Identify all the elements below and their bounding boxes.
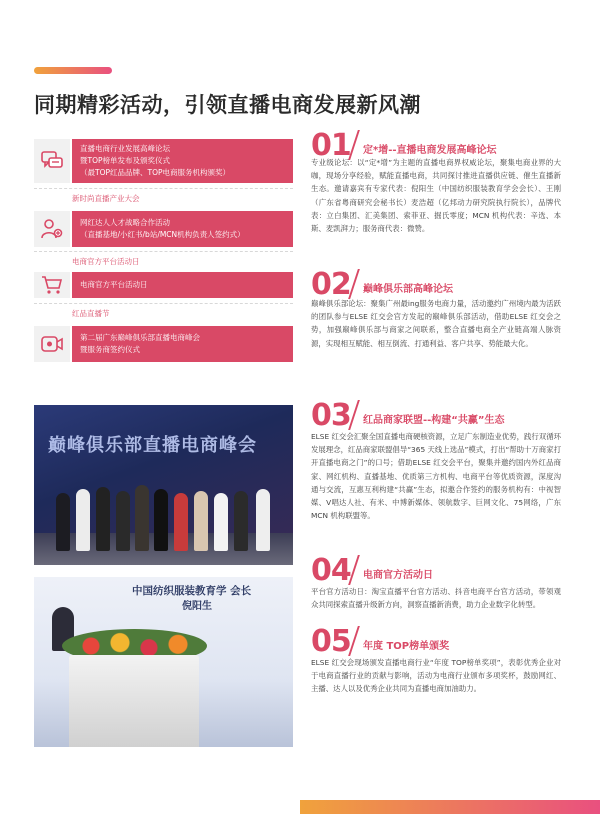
event-photo-group: 巅峰俱乐部直播电商峰会 [34,405,293,565]
people-link-icon [34,211,70,247]
agenda-subtitle: 红品直播节 [72,309,110,318]
agenda-box: 网红达人人才战略合作活动 （直播基地/小红书/b站/MCN机构负责人签约式） [72,211,293,247]
footer-accent-bar [300,800,600,814]
agenda-box: 电商官方平台活动日 [72,272,293,298]
page-title: 同期精彩活动，引领直播电商发展新风潮 [34,93,421,117]
chat-bubbles-icon [34,139,70,183]
agenda-box: 直播电商行业发展高峰论坛 暨TOP榜单发布及颁奖仪式 （最TOP红品品牌、TOP电商服务机构颁奖） [72,139,293,183]
speaker-photo: 中国纺织服装教育学 会长 倪阳生 [34,577,293,747]
accent-bar [34,67,112,74]
divider [34,303,293,304]
agenda-subtitle: 电商官方平台活动日 [72,257,140,266]
agenda-box: 第二届广东巅峰俱乐部直播电商峰会 暨服务商签约仪式 [72,326,293,362]
shopping-cart-icon [34,272,70,298]
divider [34,251,293,252]
video-camera-icon [34,326,70,362]
divider [34,188,293,189]
agenda-subtitle: 新时尚直播产业大会 [72,194,140,203]
